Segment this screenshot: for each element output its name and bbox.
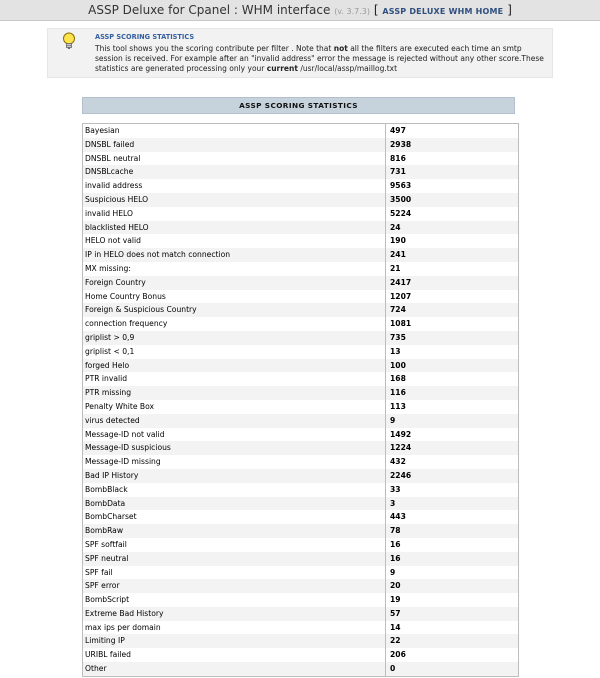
score-count-cell: 1224: [390, 443, 412, 453]
score-count-cell: 432: [390, 457, 406, 467]
info-text-part-3: /usr/local/assp/maillog.txt: [297, 63, 398, 73]
score-count-cell: 816: [390, 153, 406, 163]
bracket-close: ]: [507, 3, 512, 17]
app-title: ASSP Deluxe for Cpanel : WHM interface: [88, 3, 331, 17]
table-row: [83, 428, 518, 442]
info-text-bold-not: not: [333, 44, 348, 53]
score-count-cell: 2417: [390, 277, 412, 287]
filter-name-cell: PTR missing: [83, 386, 386, 400]
info-text-bold-current: current: [266, 63, 298, 73]
filter-name-cell: max ips per domain: [83, 621, 386, 635]
filter-name-cell: blacklisted HELO: [83, 221, 386, 235]
filter-name-cell: invalid HELO: [83, 207, 386, 221]
score-count-cell: 5224: [390, 208, 412, 218]
score-count-cell: 33: [390, 484, 401, 494]
score-count-cell: 1081: [390, 319, 412, 329]
score-count-cell: 100: [390, 360, 406, 370]
table-row: [83, 400, 518, 414]
score-count-cell: 2246: [390, 470, 412, 480]
score-count-cell: 9563: [390, 181, 412, 191]
filter-name-cell: BombBlack: [83, 483, 386, 497]
table-row: [83, 648, 518, 662]
table-row: [83, 634, 518, 648]
stats-table-title: ASSP SCORING STATISTICS: [82, 97, 515, 114]
filter-name-cell: DNSBLcache: [83, 165, 386, 179]
score-count-cell: 24: [390, 222, 401, 232]
filter-name-cell: Message-ID not valid: [83, 428, 386, 442]
score-count-cell: 3: [390, 498, 396, 508]
score-count-cell: 22: [390, 636, 401, 646]
score-count-cell: 21: [390, 263, 401, 273]
table-row: [83, 345, 518, 359]
score-count-cell: 1492: [390, 429, 412, 439]
table-row: [83, 276, 518, 290]
info-text-part-1: This tool shows you the scoring contribute per filter . Note that: [95, 44, 334, 53]
whm-home-link[interactable]: ASSP DELUXE WHM HOME: [382, 7, 504, 16]
table-row: [83, 248, 518, 262]
score-count-cell: 190: [390, 236, 406, 246]
score-count-cell: 13: [390, 346, 401, 356]
table-row: [83, 455, 518, 469]
filter-name-cell: BombCharset: [83, 510, 386, 524]
info-title: ASSP SCORING STATISTICS: [95, 33, 195, 41]
table-row: [83, 290, 518, 304]
filter-name-cell: DNSBL failed: [83, 138, 386, 152]
info-text-part-2: all the filters are executed each time an smtp session is received. For example after an "invalid address" error the message is rejected without any other score.These statistics are generated processing only your: [95, 44, 544, 73]
table-row: [83, 441, 518, 455]
stats-table-header: [82, 97, 515, 114]
score-count-cell: 1207: [390, 291, 412, 301]
lightbulb-icon: [62, 32, 76, 50]
table-row: [83, 124, 518, 138]
table-row: [83, 138, 518, 152]
score-count-cell: 9: [390, 415, 396, 425]
table-row: [83, 607, 518, 621]
filter-name-cell: PTR invalid: [83, 372, 386, 386]
table-row: [83, 483, 518, 497]
filter-name-cell: Foreign & Suspicious Country: [83, 303, 386, 317]
filter-name-cell: BombRaw: [83, 524, 386, 538]
table-row: [83, 207, 518, 221]
filter-name-cell: connection frequency: [83, 317, 386, 331]
score-count-cell: 113: [390, 401, 406, 411]
score-count-cell: 724: [390, 305, 406, 315]
table-row: [83, 469, 518, 483]
table-row: [83, 621, 518, 635]
filter-name-cell: Message-ID missing: [83, 455, 386, 469]
table-row: [83, 179, 518, 193]
table-row: [83, 386, 518, 400]
table-row: [83, 414, 518, 428]
table-row: [83, 593, 518, 607]
filter-name-cell: SPF softfail: [83, 538, 386, 552]
filter-name-cell: Extreme Bad History: [83, 607, 386, 621]
filter-name-cell: griplist > 0,9: [83, 331, 386, 345]
score-count-cell: 14: [390, 622, 401, 632]
filter-name-cell: URIBL failed: [83, 648, 386, 662]
score-count-cell: 168: [390, 374, 406, 384]
table-row: [83, 524, 518, 538]
filter-name-cell: SPF error: [83, 579, 386, 593]
score-count-cell: 443: [390, 512, 406, 522]
score-count-cell: 241: [390, 250, 406, 260]
filter-name-cell: Foreign Country: [83, 276, 386, 290]
filter-name-cell: SPF fail: [83, 566, 386, 580]
table-row: [83, 497, 518, 511]
filter-name-cell: virus detected: [83, 414, 386, 428]
filter-name-cell: Other: [83, 662, 386, 676]
score-count-cell: 9: [390, 567, 396, 577]
score-count-cell: 57: [390, 608, 401, 618]
table-row: [83, 538, 518, 552]
filter-name-cell: DNSBL neutral: [83, 152, 386, 166]
filter-name-cell: SPF neutral: [83, 552, 386, 566]
stats-table: [82, 123, 519, 677]
score-count-cell: 19: [390, 595, 401, 605]
table-row: [83, 662, 518, 676]
table-row: [83, 566, 518, 580]
filter-name-cell: MX missing:: [83, 262, 386, 276]
table-row: [83, 331, 518, 345]
score-count-cell: 16: [390, 539, 401, 549]
table-row: [83, 359, 518, 373]
score-count-cell: 497: [390, 126, 406, 135]
filter-name-cell: BombScript: [83, 593, 386, 607]
table-row: [83, 317, 518, 331]
table-row: [83, 579, 518, 593]
filter-name-cell: Home Country Bonus: [83, 290, 386, 304]
table-row: [83, 234, 518, 248]
table-row: [83, 510, 518, 524]
version-label: (v. 3.7.3): [334, 7, 370, 16]
filter-name-cell: Bad IP History: [83, 469, 386, 483]
score-count-cell: 116: [390, 388, 406, 398]
score-count-cell: 16: [390, 553, 401, 563]
table-row: [83, 303, 518, 317]
score-count-cell: 735: [390, 332, 406, 342]
filter-name-cell: forged Helo: [83, 359, 386, 373]
info-text: [95, 44, 550, 73]
filter-name-cell: Limiting IP: [83, 634, 386, 648]
info-box: [47, 28, 553, 78]
filter-name-cell: Message-ID suspicious: [83, 441, 386, 455]
filter-name-cell: IP in HELO does not match connection: [83, 248, 386, 262]
score-count-cell: 78: [390, 526, 401, 536]
filter-name-cell: invalid address: [83, 179, 386, 193]
filter-name-cell: griplist < 0,1: [83, 345, 386, 359]
table-row: [83, 262, 518, 276]
filter-name-cell: Suspicious HELO: [83, 193, 386, 207]
score-count-cell: 20: [390, 581, 401, 591]
table-row: [83, 221, 518, 235]
score-count-cell: 206: [390, 650, 406, 660]
top-header: [0, 0, 600, 21]
filter-name-cell: Penalty White Box: [83, 400, 386, 414]
table-row: [83, 372, 518, 386]
table-row: [83, 152, 518, 166]
score-count-cell: 731: [390, 167, 406, 177]
score-count-cell: 0: [390, 664, 396, 674]
score-count-cell: 2938: [390, 139, 412, 149]
filter-name-cell: BombData: [83, 497, 386, 511]
filter-name-cell: HELO not valid: [83, 234, 386, 248]
table-row: [83, 165, 518, 179]
table-row: [83, 552, 518, 566]
score-count-cell: 3500: [390, 194, 412, 204]
bracket-open: [: [373, 3, 379, 17]
table-row: [83, 193, 518, 207]
filter-name-cell: Bayesian: [83, 124, 386, 138]
